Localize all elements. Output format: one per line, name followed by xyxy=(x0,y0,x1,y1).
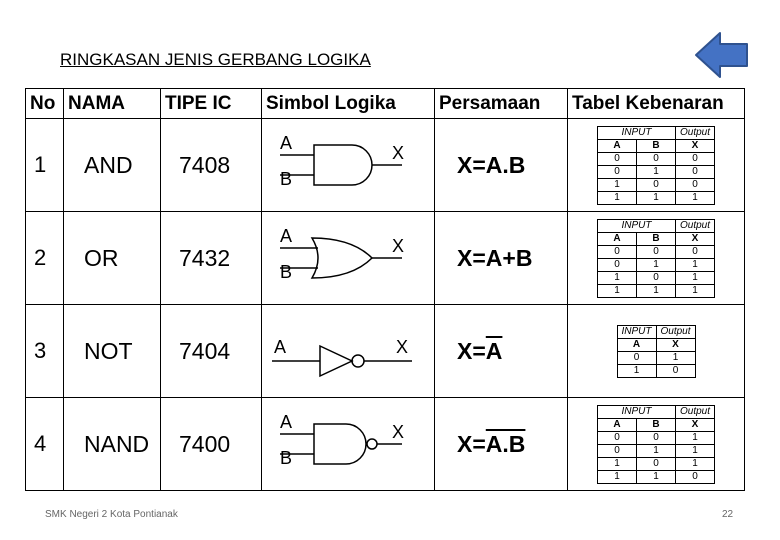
tt-cell: 1 xyxy=(676,271,715,284)
header-no: No xyxy=(26,89,64,119)
svg-text:X: X xyxy=(392,142,405,163)
tt-row xyxy=(598,431,715,444)
svg-text:B: B xyxy=(280,168,293,189)
tt-cell: 0 xyxy=(637,178,676,191)
tt-cell: 0 xyxy=(598,431,637,444)
eq-prefix: X= xyxy=(457,337,486,364)
tt-cell: 0 xyxy=(598,245,637,258)
equation xyxy=(435,398,568,491)
tt-row xyxy=(598,165,715,178)
tt-cell: 1 xyxy=(676,191,715,204)
tt-row xyxy=(598,470,715,483)
tt-row xyxy=(617,351,695,364)
tt-row xyxy=(598,271,715,284)
equation xyxy=(435,305,568,398)
tt-cell: 1 xyxy=(598,470,637,483)
tt-cell: 1 xyxy=(676,284,715,297)
gate-name: OR xyxy=(64,212,161,305)
tt-col-a: A xyxy=(598,418,637,431)
truth-table xyxy=(597,126,715,205)
tt-input-header: INPUT xyxy=(617,325,656,338)
tt-col-x: X xyxy=(676,232,715,245)
truth-table-cell xyxy=(568,305,745,398)
truth-table xyxy=(597,219,715,298)
slide-title: RINGKASAN JENIS GERBANG LOGIKA xyxy=(60,50,371,69)
tt-row xyxy=(598,444,715,457)
tt-cell: 1 xyxy=(637,444,676,457)
gate-symbol xyxy=(262,398,435,491)
tt-cell: 0 xyxy=(598,444,637,457)
equation xyxy=(435,119,568,212)
footer-school: SMK Negeri 2 Kota Pontianak xyxy=(45,509,178,520)
eq-inverted-term: A.B xyxy=(485,430,526,457)
tt-cell: 1 xyxy=(598,191,637,204)
tt-cell: 0 xyxy=(637,271,676,284)
header-name: NAMA xyxy=(64,89,161,119)
truth-table xyxy=(617,325,696,378)
tt-cell: 0 xyxy=(637,245,676,258)
tt-col-x: X xyxy=(656,338,695,351)
tt-cell: 1 xyxy=(676,431,715,444)
tt-row xyxy=(617,364,695,377)
svg-text:A: A xyxy=(280,132,293,153)
eq-prefix: X= xyxy=(457,430,486,457)
tt-col-b: B xyxy=(637,418,676,431)
header-truth-table: Tabel Kebenaran xyxy=(568,89,745,119)
not-gate-icon xyxy=(262,309,430,389)
tt-cell: 0 xyxy=(676,470,715,483)
equation xyxy=(435,212,568,305)
tt-row xyxy=(598,258,715,271)
truth-table-cell xyxy=(568,119,745,212)
or-gate-icon xyxy=(262,216,430,296)
tt-cell: 1 xyxy=(598,457,637,470)
tt-cell: 0 xyxy=(637,457,676,470)
tt-col-x: X xyxy=(676,418,715,431)
tt-output-header: Output xyxy=(676,126,715,139)
gate-row-or xyxy=(26,212,745,305)
row-number: 3 xyxy=(26,305,64,398)
svg-text:A: A xyxy=(274,336,287,357)
svg-text:A: A xyxy=(280,411,293,432)
svg-text:X: X xyxy=(392,421,405,442)
row-number: 4 xyxy=(26,398,64,491)
tt-col-b: B xyxy=(637,232,676,245)
tt-cell: 0 xyxy=(676,178,715,191)
tt-cell: 1 xyxy=(637,165,676,178)
tt-input-header: INPUT xyxy=(598,219,676,232)
tt-cell: 1 xyxy=(676,444,715,457)
tt-output-header: Output xyxy=(656,325,695,338)
tt-cell: 1 xyxy=(637,258,676,271)
tt-cell: 1 xyxy=(617,364,656,377)
svg-text:X: X xyxy=(392,235,405,256)
tt-cell: 0 xyxy=(598,258,637,271)
ic-type: 7432 xyxy=(161,212,262,305)
row-number: 1 xyxy=(26,119,64,212)
header-ic: TIPE IC xyxy=(161,89,262,119)
tt-row xyxy=(598,152,715,165)
truth-table-cell xyxy=(568,212,745,305)
logic-gate-table xyxy=(25,88,745,491)
tt-row xyxy=(598,178,715,191)
tt-cell: 1 xyxy=(656,351,695,364)
and-gate-icon xyxy=(262,123,430,203)
tt-cell: 0 xyxy=(676,245,715,258)
truth-table xyxy=(597,405,715,484)
tt-row xyxy=(598,245,715,258)
truth-table-cell xyxy=(568,398,745,491)
tt-cell: 1 xyxy=(637,284,676,297)
tt-row xyxy=(598,457,715,470)
gate-name: NAND xyxy=(64,398,161,491)
tt-row xyxy=(598,284,715,297)
tt-col-a: A xyxy=(598,232,637,245)
ic-type: 7408 xyxy=(161,119,262,212)
ic-type: 7400 xyxy=(161,398,262,491)
gate-row-nand xyxy=(26,398,745,491)
tt-cell: 0 xyxy=(676,165,715,178)
page-number: 22 xyxy=(722,509,734,520)
header-equation: Persamaan xyxy=(435,89,568,119)
row-number: 2 xyxy=(26,212,64,305)
svg-text:B: B xyxy=(280,261,293,282)
header-symbol: Simbol Logika xyxy=(262,89,435,119)
ic-type: 7404 xyxy=(161,305,262,398)
tt-cell: 0 xyxy=(676,152,715,165)
tt-cell: 1 xyxy=(637,191,676,204)
tt-cell: 0 xyxy=(598,152,637,165)
tt-cell: 1 xyxy=(637,470,676,483)
tt-output-header: Output xyxy=(676,405,715,418)
gate-symbol xyxy=(262,305,435,398)
tt-cell: 0 xyxy=(598,165,637,178)
tt-cell: 1 xyxy=(598,178,637,191)
tt-cell: 0 xyxy=(637,152,676,165)
gate-name: AND xyxy=(64,119,161,212)
svg-text:X: X xyxy=(396,336,409,357)
back-arrow-icon[interactable] xyxy=(693,30,751,80)
eq-inverted-term: $\overline{A}$ xyxy=(485,337,503,364)
tt-row xyxy=(598,191,715,204)
tt-cell: 0 xyxy=(637,431,676,444)
tt-col-a: A xyxy=(617,338,656,351)
tt-output-header: Output xyxy=(676,219,715,232)
eq-text: X=A.B xyxy=(457,151,526,178)
gate-symbol xyxy=(262,119,435,212)
tt-cell: 1 xyxy=(676,258,715,271)
eq-text: X=A+B xyxy=(457,244,533,271)
header-row xyxy=(26,89,745,119)
tt-col-a: A xyxy=(598,139,637,152)
tt-cell: 0 xyxy=(617,351,656,364)
svg-text:B: B xyxy=(280,447,293,468)
tt-cell: 1 xyxy=(676,457,715,470)
tt-cell: 1 xyxy=(598,271,637,284)
tt-cell: 0 xyxy=(656,364,695,377)
svg-text:A: A xyxy=(280,225,293,246)
tt-col-x: X xyxy=(676,139,715,152)
tt-input-header: INPUT xyxy=(598,405,676,418)
tt-input-header: INPUT xyxy=(598,126,676,139)
gate-row-and xyxy=(26,119,745,212)
tt-cell: 1 xyxy=(598,284,637,297)
gate-symbol xyxy=(262,212,435,305)
nand-gate-icon xyxy=(262,402,430,482)
tt-col-b: B xyxy=(637,139,676,152)
gate-row-not xyxy=(26,305,745,398)
gate-name: NOT xyxy=(64,305,161,398)
